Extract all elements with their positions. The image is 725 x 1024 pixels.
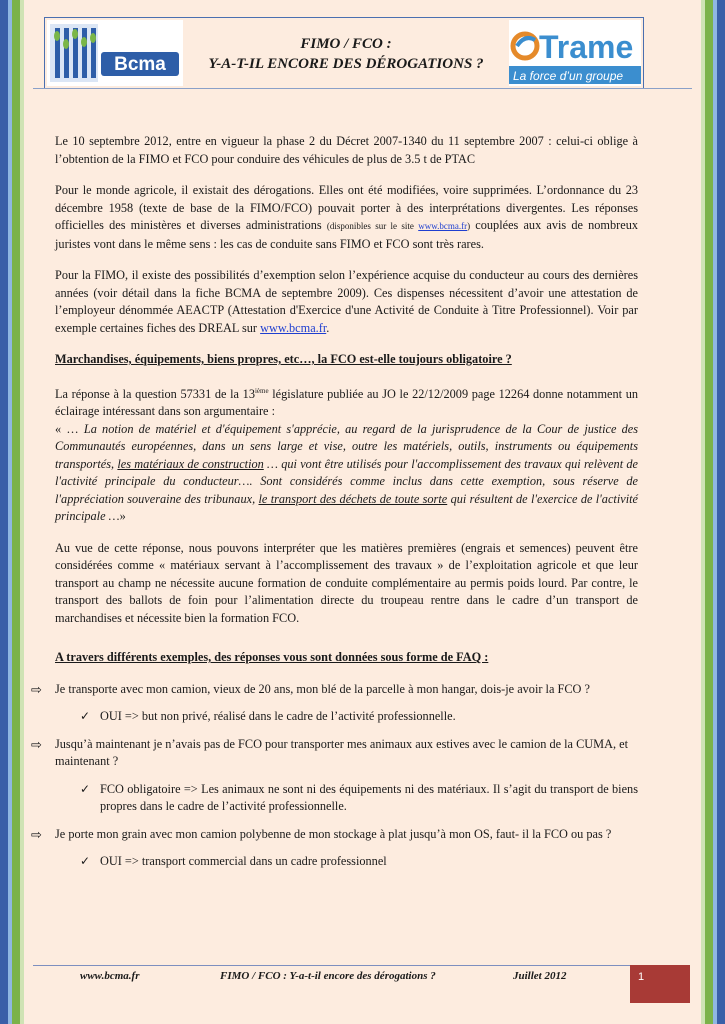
arrow-right-icon: ⇨ <box>31 681 42 697</box>
arrow-right-icon: ⇨ <box>31 736 42 752</box>
footer-doc-title: FIMO / FCO : Y-a-t-il encore des dérogations ? <box>220 970 436 982</box>
faq-answer: ✓ OUI => but non privé, réalisé dans le cadre de l’activité professionnelle. <box>100 708 638 726</box>
bcma-link[interactable]: www.bcma.fr <box>260 320 327 335</box>
page-number-box <box>630 965 690 1003</box>
page-number: 1 <box>638 971 645 983</box>
faq-question: ⇨ Jusqu’à maintenant je n’avais pas de FCO pour transporter mes animaux aux estives avec le camion de la CUMA, et maintenant ? <box>31 736 629 769</box>
main-content <box>31 133 639 881</box>
paragraph-decret: Le 10 septembre 2012, entre en vigueur la phase 2 du Décret 2007-1340 du 11 septembre 2007 : celui-ci oblige à l’obtention de la FIMO et FCO pour conduire des véhicules de plus de 3.5 t de PTAC <box>55 134 638 166</box>
quote-block: « … La notion de matériel et d'équipement s'apprécie, au regard de la jurisprudence de la Cour de justice des Communautés européennes, dans un sens large et vise, outre les matériels, outils, instruments ou équipements transportés, les matériaux de construction … qui vont être utilisés pour l'accomplissement des travaux qui relèvent de l'activité principale du conducteur…. Sont considérés comme inclus dans cette exemption, sous réserve de l'appréciation souveraine des tribunaux, le transport des déchets de toute sorte qui résultent de l'exercice de l'activité principale …» <box>55 421 639 524</box>
check-icon: ✓ <box>80 709 91 724</box>
faq-answer: ✓ OUI => transport commercial dans un cadre professionnel <box>100 853 638 871</box>
arrow-right-icon: ⇨ <box>31 826 42 842</box>
check-icon: ✓ <box>80 854 91 869</box>
paragraph-reponse: La réponse à la question 57331 de la 13ième législature publiée au JO le 22/12/2009 page 12264 donne notamment un éclairage intéressant dans son argumentaire : <box>55 386 639 419</box>
footer-date: Juillet 2012 <box>513 970 567 982</box>
footer-site: www.bcma.fr <box>80 970 140 982</box>
footer-divider <box>33 965 630 966</box>
faq-answer: ✓ FCO obligatoire => Les animaux ne sont ni des équipements ni des matériaux. Il s’agit du transport de biens propres dans le cadre de l’activité professionnelle. <box>80 781 638 814</box>
faq-question: ⇨ Je transporte avec mon camion, vieux de 20 ans, mon blé de la parcelle à mon hangar, dois-je avoir la FCO ? <box>31 681 590 697</box>
header-divider <box>33 88 692 89</box>
bcma-link[interactable]: www.bcma.fr <box>418 221 468 231</box>
svg-text:Bcma: Bcma <box>114 54 166 75</box>
section-heading-marchandises: Marchandises, équipements, biens propres, etc…, la FCO est-elle toujours obligatoire ? <box>55 352 512 366</box>
bcma-logo <box>47 20 183 86</box>
paragraph-derogations: Pour le monde agricole, il existait des dérogations. Elles ont été modifiées, voire supprimées. L’ordonnance du 23 décembre 1958 (texte de base de la FIMO/FCO) pouvait porter à des interprétations divergentes. Les réponses officielles des ministères et diverses administrations (disponibles sur le site www.bcma.fr) couplées aux avis de nombreux juristes vont dans le même sens : les cas de conduite sans FIMO et FCO sont très rares. <box>55 183 638 251</box>
right-decorative-border <box>701 0 725 1024</box>
page-title <box>185 34 507 74</box>
title-line-1: FIMO / FCO : <box>300 36 392 52</box>
section-heading-faq: A travers différents exemples, des réponses vous sont données sous forme de FAQ : <box>55 650 489 665</box>
faq-question: ⇨ Je porte mon grain avec mon camion polybenne de mon stockage à plat jusqu’à mon OS, faut- il la FCO ou pas ? <box>31 826 612 842</box>
svg-text:Trame: Trame <box>539 29 634 65</box>
left-decorative-border <box>0 0 24 1024</box>
svg-text:La force d’un groupe: La force d’un groupe <box>513 69 624 83</box>
header-box <box>44 17 644 89</box>
title-line-2: Y-A-T-IL ENCORE DES DÉROGATIONS ? <box>208 56 484 72</box>
paragraph-fimo: Pour la FIMO, il existe des possibilités d’exemption selon l’expérience acquise du conducteur au cours des dernières années (voir détail dans la fiche BCMA de septembre 2009). Ces dispenses nécessitent d’avoir une attestation de l’employeur dénommée AEACTP (Attestation d'Exercice d'une Activité de Conduite à Titre Professionnel). Voir par exemple certaines fiches des DREAL sur www.bcma.fr. <box>55 268 638 335</box>
trame-logo <box>509 20 641 86</box>
check-icon: ✓ <box>80 781 91 796</box>
paragraph-interpretation: Au vue de cette réponse, nous pouvons interpréter que les matières premières (engrais et semences) peuvent être considérées comme « matériaux servant à l’accomplissement des travaux » de l’exploitation agricole et que leur transport au champ ne nécessite aucune formation de conduite complémentaire au permis poids lourd. Par contre, le transport des ballots de foin pour l’alimentation directe du troupeau rentre dans le cadre d’un transport de marchandises et nécessite bien la formation FCO. <box>55 540 638 625</box>
